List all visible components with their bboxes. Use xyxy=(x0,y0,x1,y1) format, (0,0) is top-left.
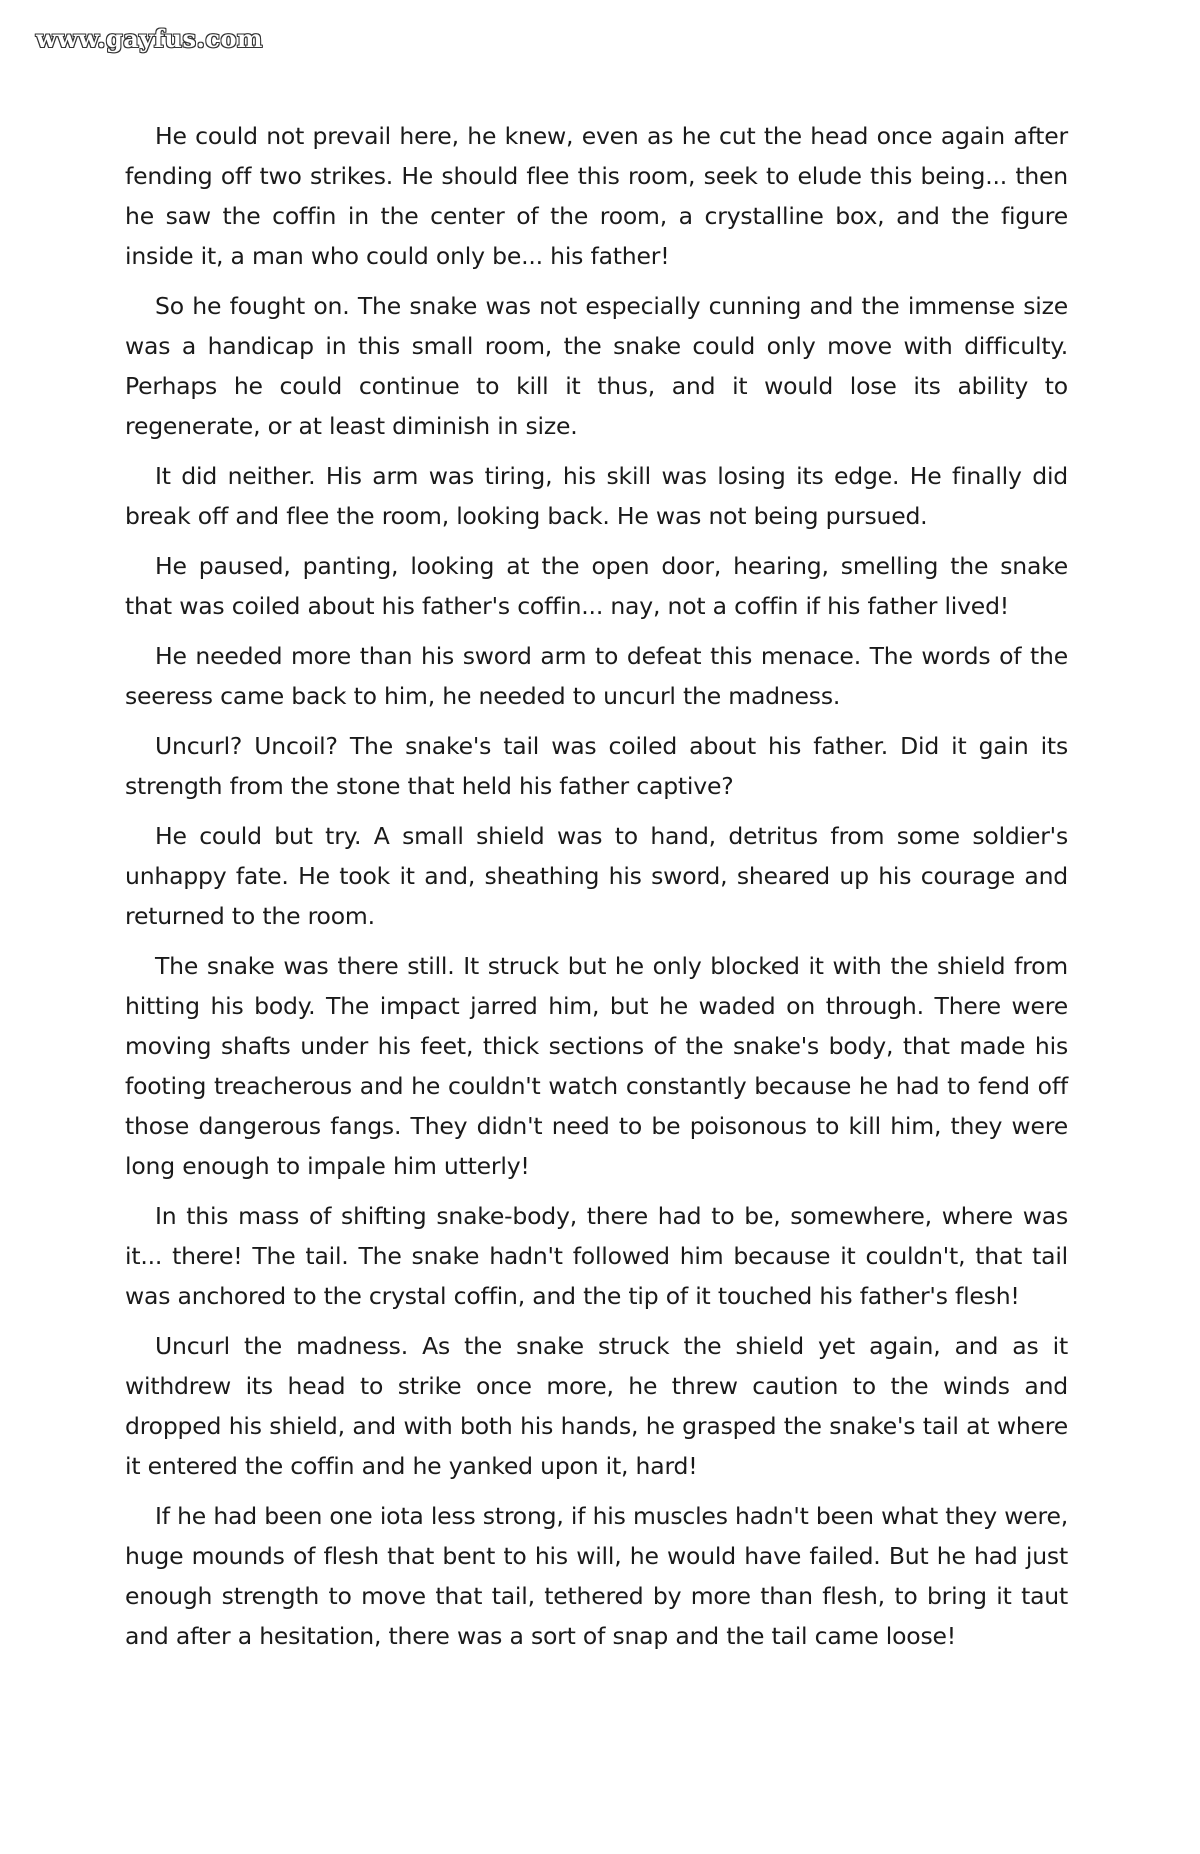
paragraph-3: It did neither. His arm was tiring, his skill was losing its edge. He finally did break off and flee the room, looking back. He was not being pursued. xyxy=(125,462,1068,530)
site-watermark: www.gayfus.com xyxy=(36,24,263,53)
paragraph-10: Uncurl the madness. As the snake struck the shield yet again, and as it withdrew its head to strike once more, he threw caution to the winds and dropped his shield, and with both his hands, he grasped the snake's tail at where it entered the coffin and he yanked upon it, hard! xyxy=(125,1332,1068,1480)
paragraph-6: Uncurl? Uncoil? The snake's tail was coiled about his father. Did it gain its strength from the stone that held his father captive? xyxy=(125,732,1068,800)
paragraph-5: He needed more than his sword arm to defeat this menace. The words of the seeress came back to him, he needed to uncurl the madness. xyxy=(125,642,1068,710)
paragraph-11: If he had been one iota less strong, if his muscles hadn't been what they were, huge mounds of flesh that bent to his will, he would have failed. But he had just enough strength to move that tail, tethered by more than flesh, to bring it taut and after a hesitation, there was a sort of snap and the tail came loose! xyxy=(125,1502,1068,1650)
paragraph-1: He could not prevail here, he knew, even as he cut the head once again after fending off two strikes. He should flee this room, seek to elude this being... then he saw the coffin in the center of the room, a crystalline box, and the figure inside it, a man who could only be... his father! xyxy=(125,122,1068,270)
paragraph-7: He could but try. A small shield was to hand, detritus from some soldier's unhappy fate. He took it and, sheathing his sword, sheared up his courage and returned to the room. xyxy=(125,822,1068,930)
paragraph-9: In this mass of shifting snake-body, there had to be, somewhere, where was it... there! The tail. The snake hadn't followed him because it couldn't, that tail was anchored to the crystal coffin, and the tip of it touched his father's flesh! xyxy=(125,1202,1068,1310)
paragraph-8: The snake was there still. It struck but he only blocked it with the shield from hitting his body. The impact jarred him, but he waded on through. There were moving shafts under his feet, thick sections of the snake's body, that made his footing treacherous and he couldn't watch constantly because he had to fend off those dangerous fangs. They didn't need to be poisonous to kill him, they were long enough to impale him utterly! xyxy=(125,952,1068,1180)
paragraph-4: He paused, panting, looking at the open door, hearing, smelling the snake that was coiled about his father's coffin... nay, not a coffin if his father lived! xyxy=(125,552,1068,620)
story-text xyxy=(125,116,1068,1666)
paragraph-2: So he fought on. The snake was not especially cunning and the immense size was a handicap in this small room, the snake could only move with difficulty. Perhaps he could continue to kill it thus, and it would lose its ability to regenerate, or at least diminish in size. xyxy=(125,292,1068,440)
